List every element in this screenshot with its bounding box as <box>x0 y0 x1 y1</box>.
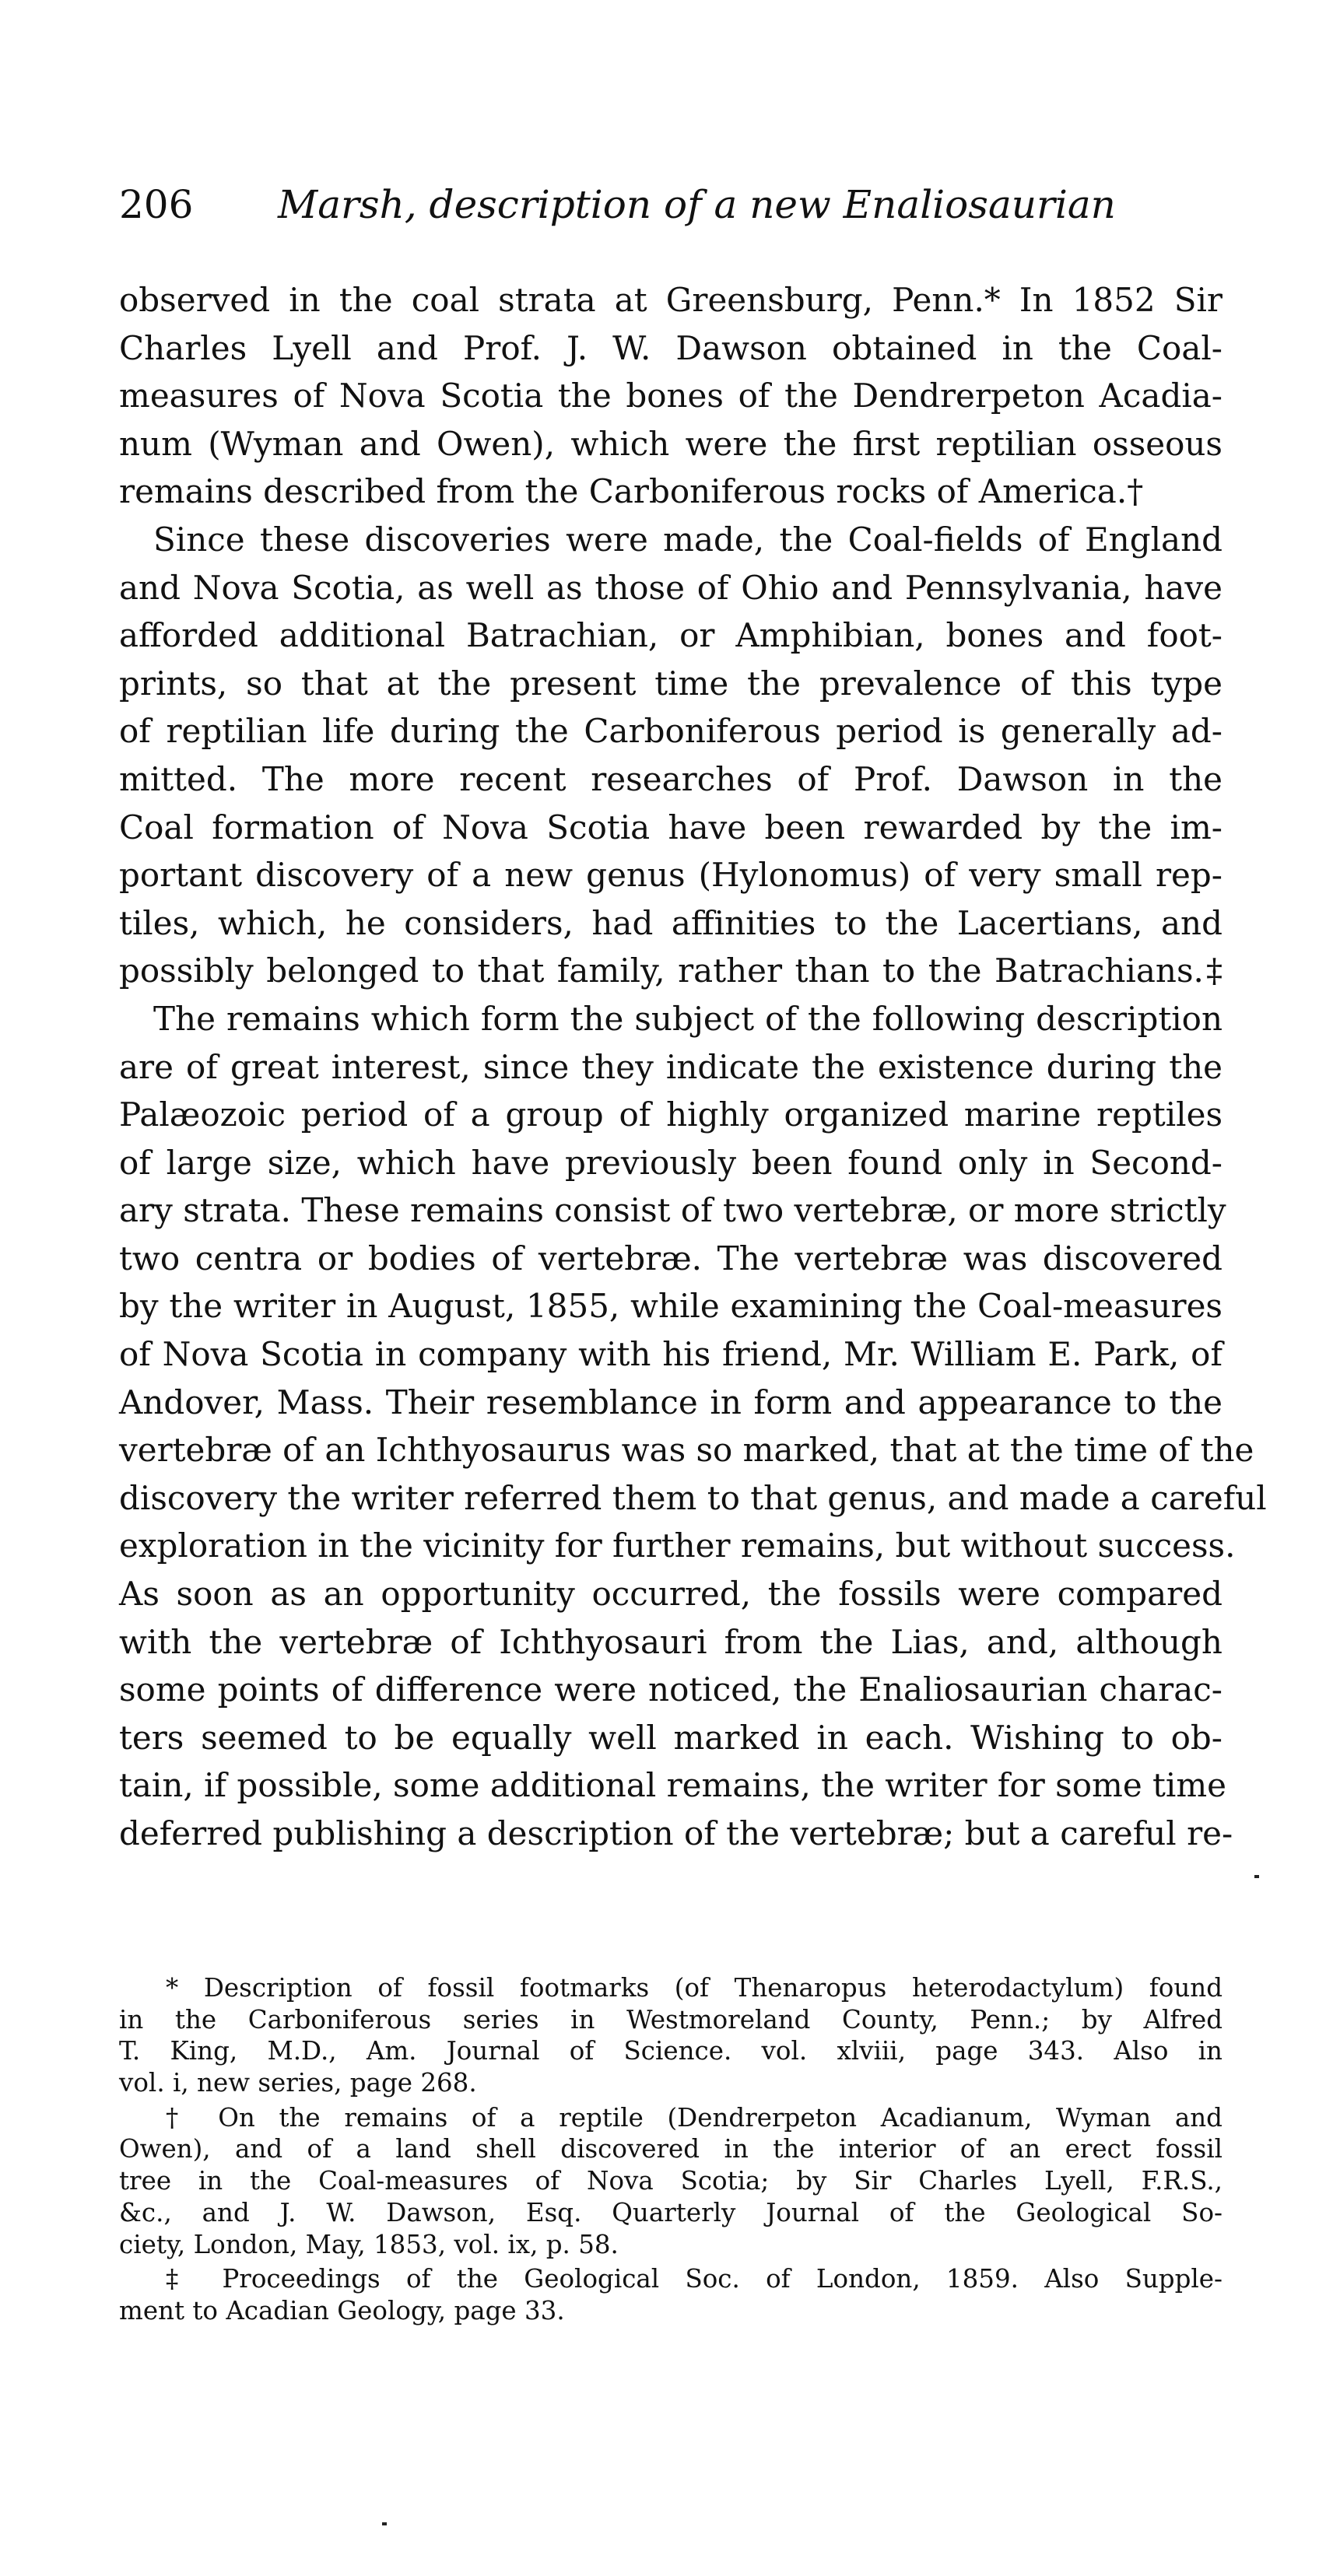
text-line: deferred publishing a description of the vertebræ; but a careful re- <box>119 1814 1233 1852</box>
text-line: The remains which form the subject of the following description <box>153 999 1223 1038</box>
text-line: vertebræ of an Ichthyosaurus was so marked, that at the time of the <box>119 1431 1254 1470</box>
text-line: observed in the coal strata at Greensburg, Penn.* In 1852 Sir <box>119 281 1223 319</box>
text-line: tain, if possible, some additional remains, the writer for some time <box>119 1766 1227 1805</box>
text-line: two centra or bodies of vertebræ. The vertebræ was discovered <box>119 1239 1223 1277</box>
footnote-line: &c., and J. W. Dawson, Esq. Quarterly Journal of the Geological So- <box>119 2197 1223 2227</box>
footnote-line: † On the remains of a reptile (Dendrerpeton Acadianum, Wyman and <box>166 2102 1223 2133</box>
footnote-line: T. King, M.D., Am. Journal of Science. vol. xlviii, page 343. Also in <box>119 2036 1223 2066</box>
text-line: ary strata. These remains consist of two vertebræ, or more strictly <box>119 1191 1226 1230</box>
text-line: ters seemed to be equally well marked in each. Wishing to ob- <box>119 1718 1223 1757</box>
main-text <box>119 276 1267 1858</box>
text-line: portant discovery of a new genus (Hylonomus) of very small rep- <box>119 856 1223 895</box>
text-line: with the vertebræ of Ichthyosauri from the Lias, and, although <box>119 1622 1223 1661</box>
text-line: by the writer in August, 1855, while examining the Coal-measures <box>119 1287 1223 1326</box>
text-line: num (Wyman and Owen), which were the first reptilian osseous <box>119 424 1223 463</box>
footnote-line: ciety, London, May, 1853, vol. ix, p. 58. <box>119 2229 619 2259</box>
text-line: Since these discoveries were made, the Coal-fields of England <box>153 520 1223 559</box>
text-line: mitted. The more recent researches of Prof. Dawson in the <box>119 759 1223 798</box>
text-line: measures of Nova Scotia the bones of the Dendrerpeton Acadia- <box>119 377 1223 415</box>
text-line: Andover, Mass. Their resemblance in form and appearance to the <box>119 1383 1223 1421</box>
footnote-line: in the Carboniferous series in Westmoreland County, Penn.; by Alfred <box>119 2004 1223 2035</box>
text-line: remains described from the Carboniferous rocks of America.† <box>119 472 1144 511</box>
text-line: prints, so that at the present time the prevalence of this type <box>119 664 1223 703</box>
footnote <box>119 1972 1223 2099</box>
footnote-line: Owen), and of a land shell discovered in the interior of an erect fossil <box>119 2134 1223 2164</box>
page-number: 206 <box>119 182 194 227</box>
text-line: possibly belonged to that family, rather than to the Batrachians.‡ <box>119 952 1223 990</box>
text-line: exploration in the vicinity for further remains, but without success. <box>119 1526 1236 1565</box>
text-line: As soon as an opportunity occurred, the fossils were compared <box>119 1575 1223 1614</box>
text-line: of large size, which have previously been found only in Second- <box>119 1143 1223 1182</box>
text-line: discovery the writer referred them to that genus, and made a careful <box>119 1478 1267 1517</box>
footnote-line: ment to Acadian Geology, page 33. <box>119 2295 565 2325</box>
footnote-line: ‡ Proceedings of the Geological Soc. of London, 1859. Also Supple- <box>166 2264 1223 2294</box>
running-head-title: Marsh, description of a new Enaliosaurian <box>278 182 1116 227</box>
text-line: and Nova Scotia, as well as those of Ohio and Pennsylvania, have <box>119 568 1223 607</box>
footnote <box>119 2102 1223 2260</box>
footnotes <box>119 1972 1223 2327</box>
footnote-line: * Description of fossil footmarks (of Thenaropus heterodactylum) found <box>166 1973 1223 2003</box>
footnote-line: tree in the Coal-measures of Nova Scotia; by Sir Charles Lyell, F.R.S., <box>119 2166 1223 2196</box>
footnote-line: vol. i, new series, page 268. <box>119 2068 477 2098</box>
text-line: some points of difference were noticed, the Enaliosaurian charac- <box>119 1670 1223 1709</box>
text-line: of reptilian life during the Carboniferous period is generally ad- <box>119 712 1223 751</box>
footnote <box>119 2263 1223 2326</box>
text-line: tiles, which, he considers, had affinities to the Lacertians, and <box>119 903 1223 942</box>
stray-ink-mark <box>1254 1875 1259 1878</box>
text-line: Coal formation of Nova Scotia have been rewarded by the im- <box>119 808 1223 846</box>
stray-ink-mark <box>382 2522 387 2525</box>
text-line: Charles Lyell and Prof. J. W. Dawson obtained in the Coal- <box>119 328 1223 367</box>
text-line: afforded additional Batrachian, or Amphibian, bones and foot- <box>119 616 1223 655</box>
text-line: Palæozoic period of a group of highly organized marine reptiles <box>119 1095 1223 1134</box>
text-line: of Nova Scotia in company with his friend, Mr. William E. Park, of <box>119 1335 1223 1374</box>
running-head <box>119 177 1224 232</box>
text-line: are of great interest, since they indicate the existence during the <box>119 1047 1223 1086</box>
